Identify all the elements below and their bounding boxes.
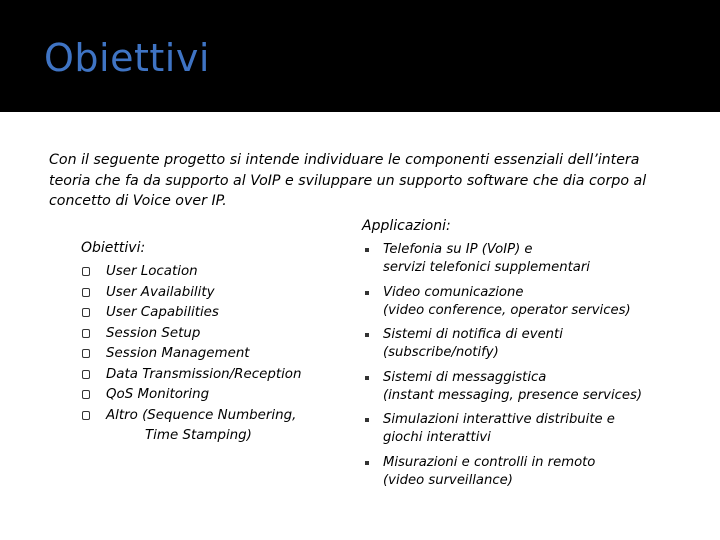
checkbox-bullet-icon <box>82 308 90 317</box>
checkbox-bullet-icon <box>82 390 90 399</box>
checkbox-bullet-icon <box>82 370 90 379</box>
list-item <box>362 241 702 277</box>
list-item <box>362 454 702 490</box>
list-item <box>81 262 341 283</box>
applications-list <box>362 241 702 490</box>
application-line1: Telefonia su IP (VoIP) e <box>383 242 533 257</box>
checkbox-bullet-icon <box>82 411 90 420</box>
list-item <box>81 344 341 365</box>
list-item <box>81 365 341 386</box>
list-item <box>362 284 702 320</box>
square-bullet-icon <box>365 461 369 465</box>
application-line1: Video comunicazione <box>383 284 524 300</box>
objective-label: QoS Monitoring <box>106 387 210 402</box>
objective-label: Session Setup <box>106 325 201 341</box>
checkbox-bullet-icon <box>82 349 90 358</box>
intro-paragraph: Con il seguente progetto si intende individuare le componenti essenziali dell’intera teoria che fa da supporto al VoIP e sviluppare un supporto software che dia corpo al concetto di Voice over IP. <box>49 152 647 209</box>
application-line2: (instant messaging, presence services) <box>383 387 642 403</box>
application-line2: (video conference, operator services) <box>383 302 631 318</box>
objectives-heading: Obiettivi: <box>81 240 146 256</box>
objective-label: Session Management <box>106 346 250 361</box>
application-line2: (subscribe/notify) <box>383 345 499 361</box>
applications-column <box>362 218 702 497</box>
list-item <box>81 283 341 304</box>
list-item <box>81 385 341 406</box>
list-item <box>81 303 341 324</box>
checkbox-bullet-icon <box>82 288 90 297</box>
objectives-column <box>81 240 341 447</box>
objective-label: Altro (Sequence Numbering, <box>106 407 297 423</box>
application-line1: Simulazioni interattive distribuite e <box>383 412 615 428</box>
application-line1: Misurazioni e controlli in remoto <box>383 454 596 470</box>
application-line2: giochi interattivi <box>383 430 491 446</box>
list-item <box>362 411 702 447</box>
objective-continuation: Time Stamping) <box>145 428 252 443</box>
objective-label: User Availability <box>106 284 215 300</box>
title-bar <box>0 0 720 112</box>
square-bullet-icon <box>365 248 369 252</box>
list-item <box>81 324 341 345</box>
objective-label: Data Transmission/Reception <box>106 366 302 382</box>
checkbox-bullet-icon <box>82 267 90 276</box>
checkbox-bullet-icon <box>82 329 90 338</box>
square-bullet-icon <box>365 418 369 422</box>
square-bullet-icon <box>365 291 369 295</box>
objectives-list <box>81 262 341 447</box>
square-bullet-icon <box>365 376 369 380</box>
application-line2: servizi telefonici supplementari <box>383 260 590 275</box>
objective-label: User Location <box>106 264 198 279</box>
application-line1: Sistemi di messaggistica <box>383 369 547 385</box>
applications-heading: Applicazioni: <box>362 218 451 234</box>
list-item <box>362 326 702 362</box>
list-item <box>81 406 341 447</box>
application-line2: (video surveillance) <box>383 472 513 488</box>
objective-label: User Capabilities <box>106 305 219 320</box>
slide-title: Obiettivi <box>44 36 210 80</box>
application-line1: Sistemi di notifica di eventi <box>383 327 563 343</box>
list-item <box>362 369 702 405</box>
square-bullet-icon <box>365 333 369 337</box>
